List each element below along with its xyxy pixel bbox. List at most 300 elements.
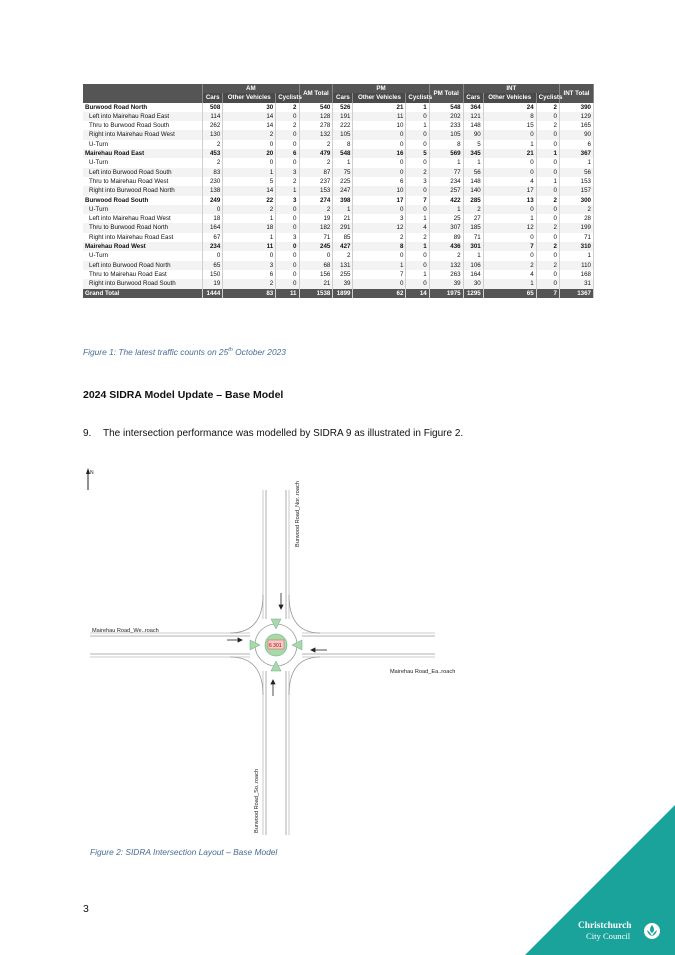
- table-row: [83, 158, 594, 167]
- table-cell: 245: [299, 242, 333, 251]
- table-cell: 0: [276, 130, 299, 139]
- table-cell: 4: [483, 270, 536, 279]
- table-cell: 21: [333, 214, 353, 223]
- table-row: [83, 168, 594, 177]
- table-cell: 71: [299, 233, 333, 242]
- table-cell: 0: [536, 130, 559, 139]
- table-cell: 182: [299, 223, 333, 232]
- table-cell: 114: [203, 112, 223, 121]
- table-row-group: [83, 242, 594, 251]
- table-cell: 257: [429, 186, 463, 195]
- header-pm-cars: Cars: [333, 93, 353, 102]
- header-pm-other: Other Vehicles: [353, 93, 406, 102]
- table-cell: 0: [483, 233, 536, 242]
- table-cell: 121: [463, 112, 483, 121]
- header-int-cyclists: Cyclists: [536, 93, 559, 102]
- table-cell: 225: [333, 177, 353, 186]
- table-cell: 140: [463, 186, 483, 195]
- approach-east-label: Mairehau Road_Ea..roach: [390, 669, 456, 675]
- table-cell: 263: [429, 270, 463, 279]
- table-cell: 0: [406, 279, 429, 288]
- table-cell: 18: [223, 223, 276, 232]
- table-cell: 153: [559, 177, 593, 186]
- table-cell: 8: [429, 140, 463, 149]
- table-cell: 2: [536, 261, 559, 270]
- table-cell: 2: [353, 233, 406, 242]
- table-cell: 255: [333, 270, 353, 279]
- table-cell: 508: [203, 103, 223, 112]
- row-label: U-Turn: [83, 251, 203, 260]
- table-row: [83, 112, 594, 121]
- table-cell: 0: [536, 279, 559, 288]
- table-cell: 307: [429, 223, 463, 232]
- table-cell: 0: [406, 112, 429, 121]
- row-label: Burwood Road South: [83, 196, 203, 205]
- table-cell: 1: [536, 149, 559, 158]
- row-label: U-Turn: [83, 205, 203, 214]
- table-cell: 8: [483, 112, 536, 121]
- table-row: [83, 214, 594, 223]
- table-row: [83, 186, 594, 195]
- table-cell: 157: [559, 186, 593, 195]
- table-cell: 2: [299, 140, 333, 149]
- table-cell: 11: [276, 289, 299, 298]
- table-cell: 230: [203, 177, 223, 186]
- table-cell: 10: [353, 121, 406, 130]
- table-cell: 7: [406, 196, 429, 205]
- table-cell: 19: [203, 279, 223, 288]
- table-cell: 14: [223, 121, 276, 130]
- table-cell: 1444: [203, 289, 223, 298]
- table-cell: 14: [223, 112, 276, 121]
- row-label: Right into Mairehau Road East: [83, 233, 203, 242]
- table-cell: 30: [463, 279, 483, 288]
- table-cell: 0: [276, 270, 299, 279]
- table-cell: 2: [536, 242, 559, 251]
- row-label: Mairehau Road East: [83, 149, 203, 158]
- row-label: Thru to Burwood Road South: [83, 121, 203, 130]
- table-cell: 0: [223, 158, 276, 167]
- header-blank: [83, 84, 203, 103]
- logo-line-1: Christchurch: [578, 921, 632, 931]
- table-cell: 237: [299, 177, 333, 186]
- table-cell: 1: [223, 214, 276, 223]
- table-cell: 18: [203, 214, 223, 223]
- sidra-layout-figure: [80, 465, 470, 845]
- table-cell: 165: [559, 121, 593, 130]
- table-cell: 20: [223, 149, 276, 158]
- table-cell: 90: [463, 130, 483, 139]
- table-cell: 0: [536, 205, 559, 214]
- table-cell: 1: [559, 158, 593, 167]
- table-cell: 0: [483, 168, 536, 177]
- table-cell: 285: [463, 196, 483, 205]
- table-cell: 14: [406, 289, 429, 298]
- table-cell: 0: [483, 205, 536, 214]
- row-label: Right into Burwood Road North: [83, 186, 203, 195]
- table-cell: 110: [559, 261, 593, 270]
- table-cell: 1: [353, 261, 406, 270]
- table-cell: 17: [353, 196, 406, 205]
- roundabout: [250, 619, 302, 671]
- table-cell: 31: [559, 279, 593, 288]
- table-cell: 106: [463, 261, 483, 270]
- row-label: Left into Mairehau Road West: [83, 214, 203, 223]
- table-cell: 0: [276, 279, 299, 288]
- table-cell: 0: [223, 251, 276, 260]
- table-cell: 3: [406, 177, 429, 186]
- table-cell: 1: [333, 205, 353, 214]
- table-cell: 249: [203, 196, 223, 205]
- table-cell: 0: [536, 251, 559, 260]
- table-cell: 398: [333, 196, 353, 205]
- table-cell: 1: [406, 121, 429, 130]
- page-number: 3: [83, 903, 89, 915]
- table-cell: 3: [223, 261, 276, 270]
- table-cell: 291: [333, 223, 353, 232]
- table-cell: 0: [299, 251, 333, 260]
- figure1-caption-sup: th: [228, 347, 233, 354]
- table-row: [83, 270, 594, 279]
- table-cell: 2: [406, 233, 429, 242]
- table-row: [83, 261, 594, 270]
- table-cell: 6: [559, 140, 593, 149]
- table-cell: 1: [429, 158, 463, 167]
- table-cell: 1: [276, 186, 299, 195]
- table-cell: 129: [559, 112, 593, 121]
- header-am-cyclists: Cyclists: [276, 93, 299, 102]
- table-cell: 1: [463, 158, 483, 167]
- table-cell: 65: [483, 289, 536, 298]
- table-cell: 0: [276, 242, 299, 251]
- table-cell: 0: [276, 205, 299, 214]
- table-cell: 2: [559, 205, 593, 214]
- table-row-group: [83, 103, 594, 112]
- table-cell: 21: [353, 103, 406, 112]
- table-cell: 191: [333, 112, 353, 121]
- site-id-label: 6 301: [269, 643, 282, 649]
- table-cell: 8: [333, 140, 353, 149]
- table-cell: 0: [276, 112, 299, 121]
- table-cell: 479: [299, 149, 333, 158]
- council-logo-text: [578, 921, 631, 941]
- table-cell: 7: [483, 242, 536, 251]
- table-cell: 0: [276, 251, 299, 260]
- table-cell: 1: [406, 103, 429, 112]
- table-cell: 0: [276, 223, 299, 232]
- table-cell: 234: [429, 177, 463, 186]
- table-cell: 156: [299, 270, 333, 279]
- table-cell: 1975: [429, 289, 463, 298]
- table-cell: 1: [223, 168, 276, 177]
- table-cell: 105: [429, 130, 463, 139]
- header-am-cars: Cars: [203, 93, 223, 102]
- table-cell: 21: [483, 149, 536, 158]
- table-cell: 22: [223, 196, 276, 205]
- table-cell: 427: [333, 242, 353, 251]
- table-cell: 2: [429, 251, 463, 260]
- table-row: [83, 223, 594, 232]
- header-pm: PM: [333, 84, 429, 93]
- table-cell: 453: [203, 149, 223, 158]
- table-cell: 90: [559, 130, 593, 139]
- table-cell: 24: [483, 103, 536, 112]
- table-cell: 105: [333, 130, 353, 139]
- table-cell: 128: [299, 112, 333, 121]
- table-cell: 2: [536, 103, 559, 112]
- table-cell: 164: [203, 223, 223, 232]
- paragraph-number: 9.: [83, 428, 92, 439]
- table-cell: 6: [353, 177, 406, 186]
- header-int-cars: Cars: [463, 93, 483, 102]
- table-cell: 0: [406, 186, 429, 195]
- table-cell: 0: [276, 140, 299, 149]
- table-cell: 62: [353, 289, 406, 298]
- table-cell: 3: [276, 233, 299, 242]
- table-cell: 0: [483, 130, 536, 139]
- row-label: Left into Burwood Road North: [83, 261, 203, 270]
- table-cell: 2: [536, 223, 559, 232]
- table-cell: 3: [276, 196, 299, 205]
- table-cell: 2: [223, 130, 276, 139]
- table-cell: 2: [483, 261, 536, 270]
- table-cell: 278: [299, 121, 333, 130]
- table-cell: 7: [536, 289, 559, 298]
- table-cell: 0: [203, 205, 223, 214]
- row-label: Mairehau Road West: [83, 242, 203, 251]
- table-cell: 150: [203, 270, 223, 279]
- table-cell: 30: [223, 103, 276, 112]
- row-label: Left into Burwood Road South: [83, 168, 203, 177]
- table-cell: 345: [463, 149, 483, 158]
- table-cell: 1: [333, 158, 353, 167]
- table-cell: 1: [483, 140, 536, 149]
- row-label: Left into Mairehau Road East: [83, 112, 203, 121]
- table-cell: 83: [203, 168, 223, 177]
- table-cell: 2: [406, 168, 429, 177]
- table-cell: 422: [429, 196, 463, 205]
- table-cell: 548: [333, 149, 353, 158]
- table-cell: 4: [483, 177, 536, 186]
- table-cell: 1899: [333, 289, 353, 298]
- row-label: Thru to Burwood Road North: [83, 223, 203, 232]
- table-cell: 300: [559, 196, 593, 205]
- table-row: [83, 251, 594, 260]
- table-cell: 68: [299, 261, 333, 270]
- table-cell: 5: [223, 177, 276, 186]
- table-cell: 0: [353, 130, 406, 139]
- table-cell: 1295: [463, 289, 483, 298]
- table-cell: 0: [353, 140, 406, 149]
- table-cell: 222: [333, 121, 353, 130]
- table-cell: 0: [353, 251, 406, 260]
- table-cell: 2: [276, 121, 299, 130]
- table-cell: 185: [463, 223, 483, 232]
- table-cell: 0: [276, 261, 299, 270]
- table-cell: 0: [353, 168, 406, 177]
- table-cell: 2: [299, 205, 333, 214]
- table-cell: 1: [463, 251, 483, 260]
- table-cell: 12: [353, 223, 406, 232]
- table-cell: 132: [429, 261, 463, 270]
- row-label: Burwood Road North: [83, 103, 203, 112]
- table-cell: 168: [559, 270, 593, 279]
- table-cell: 132: [299, 130, 333, 139]
- council-logo-icon: [642, 921, 662, 941]
- table-cell: 2: [223, 205, 276, 214]
- table-cell: 0: [536, 158, 559, 167]
- table-cell: 56: [559, 168, 593, 177]
- table-cell: 1: [483, 279, 536, 288]
- table-cell: 77: [429, 168, 463, 177]
- table-cell: 5: [406, 149, 429, 158]
- table-cell: 0: [406, 140, 429, 149]
- table-cell: 13: [483, 196, 536, 205]
- table-cell: 0: [536, 214, 559, 223]
- table-cell: 6: [223, 270, 276, 279]
- table-cell: 2: [276, 177, 299, 186]
- table-cell: 0: [223, 140, 276, 149]
- table-cell: 83: [223, 289, 276, 298]
- table-cell: 12: [483, 223, 536, 232]
- table-cell: 247: [333, 186, 353, 195]
- table-cell: 14: [223, 186, 276, 195]
- table-cell: 0: [483, 251, 536, 260]
- table-cell: 301: [463, 242, 483, 251]
- approach-west-label: Mairehau Road_We..roach: [92, 628, 159, 634]
- table-row-group: [83, 196, 594, 205]
- figure1-caption-text: Figure 1: The latest traffic counts on 25: [83, 347, 229, 357]
- north-arrow-icon: [86, 468, 94, 490]
- table-cell: 2: [333, 251, 353, 260]
- table-cell: 364: [463, 103, 483, 112]
- table-cell: 0: [406, 130, 429, 139]
- table-cell: 0: [483, 158, 536, 167]
- table-cell: 2: [463, 205, 483, 214]
- table-cell: 85: [333, 233, 353, 242]
- table-row: [83, 177, 594, 186]
- table-cell: 436: [429, 242, 463, 251]
- table-cell: 138: [203, 186, 223, 195]
- table-cell: 131: [333, 261, 353, 270]
- table-cell: 2: [223, 279, 276, 288]
- table-cell: 0: [276, 158, 299, 167]
- table-cell: 548: [429, 103, 463, 112]
- approach-south-label: Burwood Road_So..roach: [254, 768, 260, 833]
- table-cell: 0: [536, 112, 559, 121]
- table-cell: 1: [559, 251, 593, 260]
- table-cell: 5: [463, 140, 483, 149]
- table-cell: 0: [406, 158, 429, 167]
- paragraph-9: [83, 428, 463, 439]
- table-cell: 234: [203, 242, 223, 251]
- row-label: Grand Total: [83, 289, 203, 298]
- table-cell: 89: [429, 233, 463, 242]
- table-row: [83, 233, 594, 242]
- table-cell: 11: [353, 112, 406, 121]
- table-cell: 0: [353, 158, 406, 167]
- table-cell: 39: [429, 279, 463, 288]
- figure2-caption: Figure 2: SIDRA Intersection Layout – Base Model: [90, 847, 278, 857]
- row-label: U-Turn: [83, 158, 203, 167]
- header-int-total: INT Total: [559, 84, 593, 103]
- table-cell: 0: [536, 168, 559, 177]
- table-row: [83, 279, 594, 288]
- traffic-count-table: [83, 84, 594, 298]
- table-cell: 148: [463, 121, 483, 130]
- table-cell: 4: [406, 223, 429, 232]
- table-cell: 25: [429, 214, 463, 223]
- table-cell: 27: [463, 214, 483, 223]
- table-cell: 71: [559, 233, 593, 242]
- table-cell: 2: [203, 140, 223, 149]
- table-cell: 0: [353, 279, 406, 288]
- table-cell: 87: [299, 168, 333, 177]
- table-cell: 1: [406, 214, 429, 223]
- row-label: U-Turn: [83, 140, 203, 149]
- table-cell: 540: [299, 103, 333, 112]
- table-cell: 71: [463, 233, 483, 242]
- header-am-total: AM Total: [299, 84, 333, 103]
- table-cell: 39: [333, 279, 353, 288]
- table-cell: 56: [463, 168, 483, 177]
- table-cell: 0: [203, 251, 223, 260]
- header-am-other: Other Vehicles: [223, 93, 276, 102]
- table-cell: 0: [406, 261, 429, 270]
- row-label: Thru to Mairehau Road West: [83, 177, 203, 186]
- table-cell: 1538: [299, 289, 333, 298]
- table-cell: 233: [429, 121, 463, 130]
- table-cell: 7: [353, 270, 406, 279]
- table-row-group: [83, 149, 594, 158]
- table-cell: 164: [463, 270, 483, 279]
- table-cell: 262: [203, 121, 223, 130]
- table-row: [83, 121, 594, 130]
- table-body: [83, 103, 594, 298]
- table-cell: 1: [223, 233, 276, 242]
- table-cell: 6: [276, 149, 299, 158]
- table-row-grand-total: [83, 289, 594, 298]
- table-cell: 2: [536, 196, 559, 205]
- table-cell: 0: [536, 140, 559, 149]
- table-cell: 0: [536, 233, 559, 242]
- table-cell: 310: [559, 242, 593, 251]
- table-cell: 2: [536, 121, 559, 130]
- table-cell: 11: [223, 242, 276, 251]
- table-cell: 1: [406, 242, 429, 251]
- header-int-other: Other Vehicles: [483, 93, 536, 102]
- header-pm-cyclists: Cyclists: [406, 93, 429, 102]
- header-pm-total: PM Total: [429, 84, 463, 103]
- approach-north-label: Burwood Road_Nor..roach: [295, 481, 301, 547]
- row-label: Thru to Mairehau Road East: [83, 270, 203, 279]
- table-cell: 19: [299, 214, 333, 223]
- figure1-caption: [83, 347, 286, 357]
- table-cell: 390: [559, 103, 593, 112]
- table-cell: 2: [203, 158, 223, 167]
- table-cell: 0: [536, 270, 559, 279]
- table-cell: 2: [299, 158, 333, 167]
- table-cell: 65: [203, 261, 223, 270]
- paragraph-text: The intersection performance was modelled by SIDRA 9 as illustrated in Figure 2.: [103, 428, 464, 439]
- table-cell: 199: [559, 223, 593, 232]
- table-cell: 15: [483, 121, 536, 130]
- table-row: [83, 205, 594, 214]
- table-cell: 1: [483, 214, 536, 223]
- table-cell: 0: [406, 251, 429, 260]
- table-cell: 10: [353, 186, 406, 195]
- table-cell: 17: [483, 186, 536, 195]
